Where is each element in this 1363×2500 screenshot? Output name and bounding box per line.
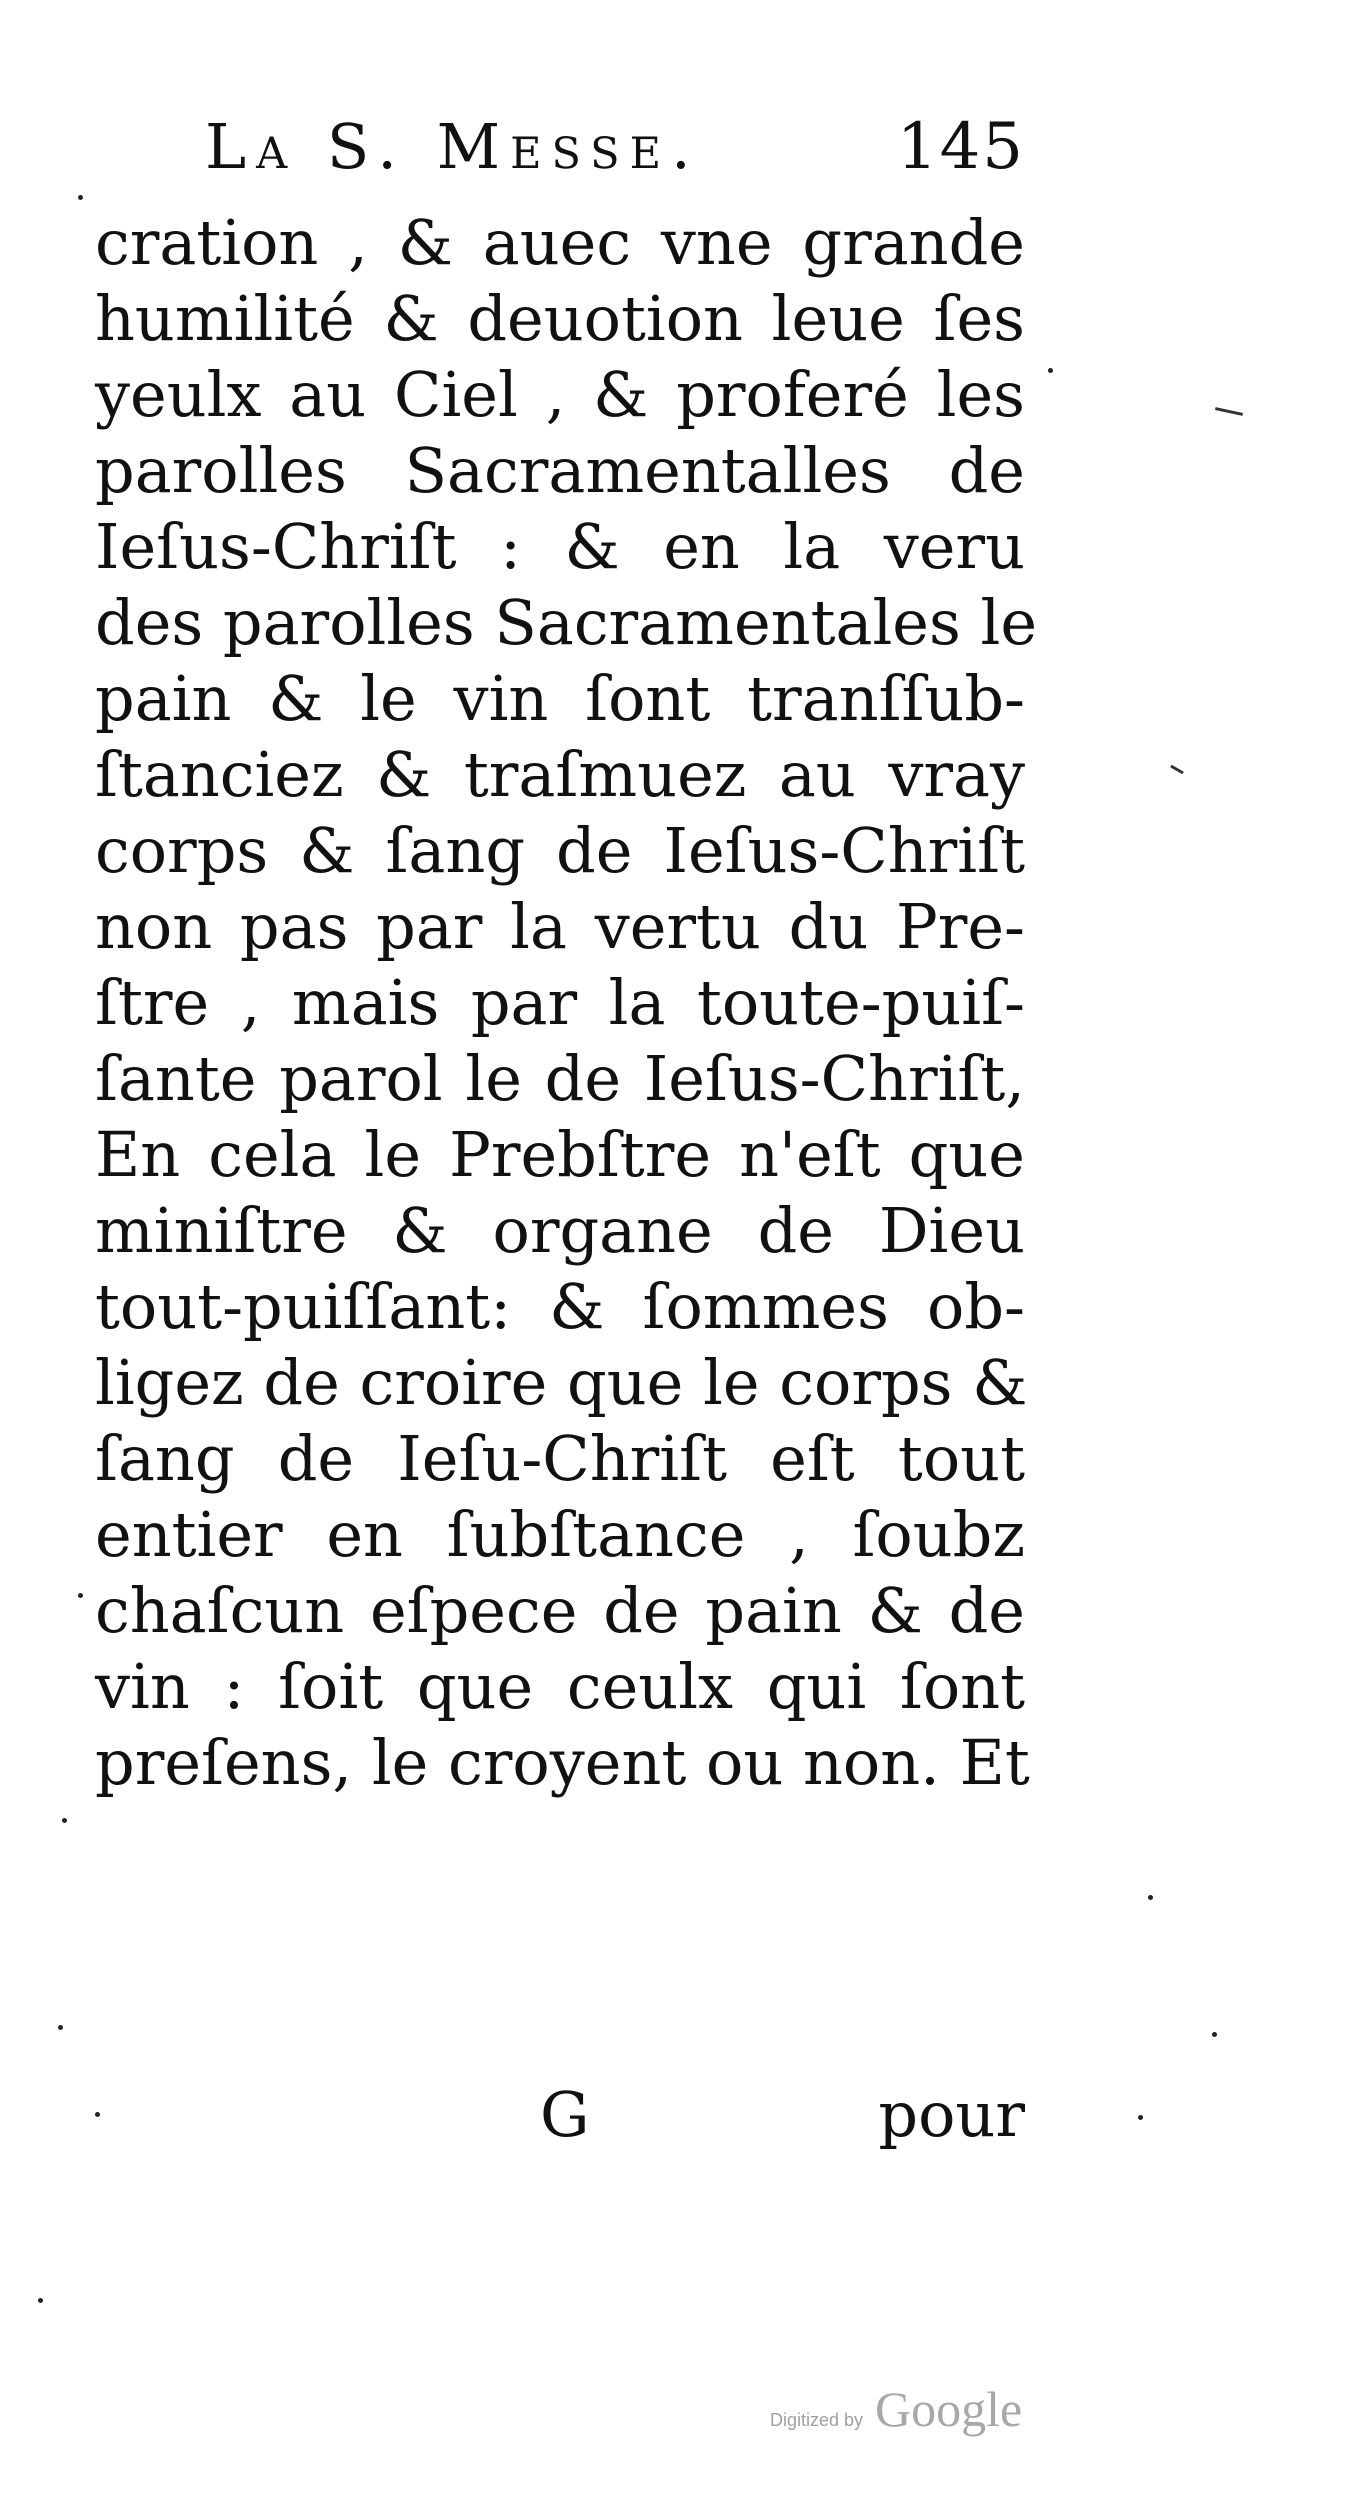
text-line: Ieſus-Chriſt : & en la veru <box>95 510 1025 583</box>
scan-speck <box>62 1818 67 1823</box>
scan-speck <box>95 2112 100 2117</box>
text-line: ſante parol le de Ieſus-Chriſt, <box>95 1042 1025 1115</box>
body-text <box>95 205 1038 1801</box>
text-line: preſens, le croyent ou non. Et <box>95 1726 1030 1799</box>
text-line: vin : ſoit que ceulx qui ſont <box>95 1650 1025 1723</box>
text-line: miniſtre & organe de Dieu <box>95 1194 1025 1267</box>
text-line: humilité & deuotion leue ſes <box>95 282 1025 355</box>
text-line: En cela le Prebſtre n'eſt que <box>95 1118 1025 1191</box>
text-line: tout-puiſſant: & ſommes ob- <box>95 1270 1025 1343</box>
google-logo: Google <box>875 2381 1023 2437</box>
text-line: des parolles Sacramentales le <box>95 586 1038 659</box>
scan-speck <box>38 2298 43 2303</box>
text-line: parolles Sacramentalles de <box>95 434 1025 507</box>
text-line: ſang de Ieſu-Chriſt eſt tout <box>95 1422 1025 1495</box>
text-line: pain & le vin ſont tranſſub- <box>95 662 1025 735</box>
digitized-by-google-watermark <box>770 2380 1050 2440</box>
running-head <box>205 110 1025 190</box>
text-line: chaſcun eſpece de pain & de <box>95 1574 1025 1647</box>
scan-mark <box>1170 765 1184 775</box>
scan-speck <box>78 1593 83 1598</box>
scan-mark <box>1215 407 1243 416</box>
scan-speck <box>1212 2032 1217 2037</box>
digitized-by-label: Digitized by <box>770 2410 864 2430</box>
text-line: cration , & auec vne grande <box>95 206 1025 279</box>
scan-speck <box>1048 368 1053 373</box>
scan-speck <box>58 2025 63 2030</box>
catchword: pour <box>878 2078 1025 2151</box>
text-line: ſtre , mais par la toute-puiſ- <box>95 966 1025 1039</box>
text-line: corps & ſang de Ieſus-Chriſt <box>95 814 1025 887</box>
text-line: entier en ſubſtance , ſoubz <box>95 1498 1025 1571</box>
running-title: La S. Messe. <box>205 110 701 183</box>
signature-mark: G <box>540 2078 590 2151</box>
text-line: ligez de croire que le corps & <box>95 1346 1028 1419</box>
page-number: 145 <box>896 110 1025 184</box>
text-line: ſtanciez & traſmuez au vray <box>95 738 1025 811</box>
text-line: yeulx au Ciel , & proferé les <box>95 358 1025 431</box>
scan-speck <box>1138 2115 1143 2120</box>
scan-speck <box>1148 1895 1153 1900</box>
scan-speck <box>78 195 83 200</box>
text-line: non pas par la vertu du Pre- <box>95 890 1025 963</box>
catchline <box>95 2078 1025 2154</box>
